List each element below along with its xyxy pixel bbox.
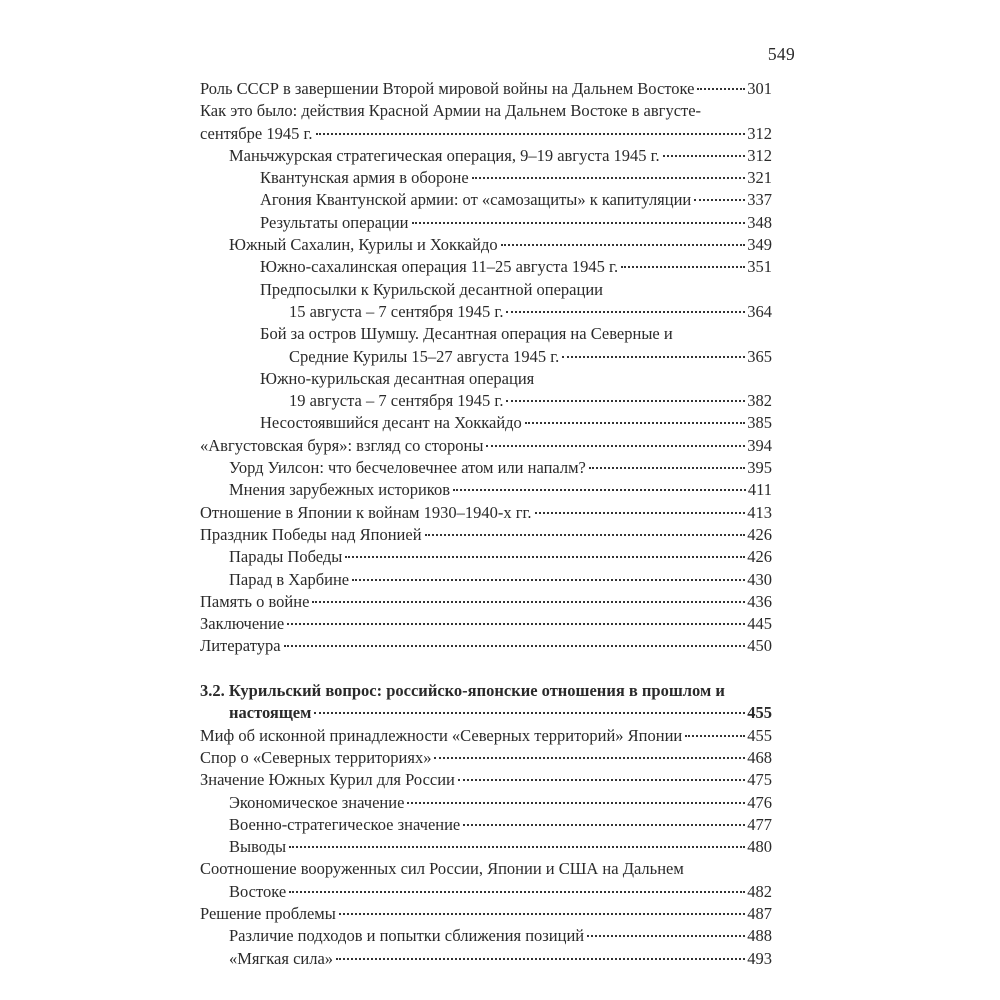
toc-entry-page-number: 385 (747, 413, 772, 433)
dot-leader (352, 579, 745, 581)
toc-entry-line (200, 145, 772, 167)
toc-entry-title: Уорд Уилсон: что бесчеловечнее атом или напалм? (229, 458, 586, 478)
toc-entry-line (200, 346, 772, 368)
toc-entry (200, 479, 772, 501)
dot-leader (694, 199, 745, 201)
toc-entry (200, 903, 772, 925)
toc-entry-page-number: 468 (747, 747, 772, 767)
dot-leader (589, 467, 745, 469)
toc-entry-line (200, 814, 772, 836)
dot-leader (287, 623, 745, 625)
toc-entry-page-number: 477 (747, 814, 772, 834)
toc-entry-page-number: 430 (747, 569, 772, 589)
dot-leader (289, 891, 745, 893)
toc-entry (200, 613, 772, 635)
toc-entry-title: Значение Южных Курил для России (200, 770, 455, 790)
toc-entry (200, 591, 772, 613)
toc-entry-page-number: 321 (747, 168, 772, 188)
toc-entry-title: Выводы (229, 837, 287, 857)
toc-entry-title-line: Бой за остров Шумшу. Десантная операция на Северные и (260, 324, 673, 344)
toc-entry-page-number: 411 (747, 480, 772, 500)
dot-leader (506, 311, 745, 313)
toc-entry-line (200, 123, 772, 145)
dot-leader (289, 846, 745, 848)
toc-entry-line (200, 836, 772, 858)
toc-entry-title-line: Соотношение вооруженных сил России, Японии и США на Дальнем (200, 859, 684, 879)
dot-leader (535, 512, 746, 514)
toc-entry-page-number: 365 (747, 346, 772, 366)
toc-entry-title: Отношение в Японии к войнам 1930–1940-х гг. (200, 502, 532, 522)
toc-entry-line (200, 613, 772, 635)
toc-entry-line (200, 569, 772, 591)
toc-entry-title: Востоке (229, 881, 287, 901)
toc-entry-line (200, 769, 772, 791)
toc-entry-page-number: 426 (747, 547, 772, 567)
toc-entry (200, 368, 772, 413)
toc-entry-title: Заключение (200, 614, 285, 634)
toc-entry-page-number: 364 (747, 301, 772, 321)
toc-entry-title: сентябре 1945 г. (200, 123, 313, 143)
toc-entry-page-number: 493 (747, 948, 772, 968)
toc-entry-title: Праздник Победы над Японией (200, 524, 422, 544)
toc-entry (200, 145, 772, 167)
toc-entry-line (200, 702, 772, 724)
toc-entry-line (200, 212, 772, 234)
toc-entry-page-number: 455 (747, 703, 772, 723)
toc-entry-line (200, 546, 772, 568)
toc-entry (200, 256, 772, 278)
toc-entry (200, 524, 772, 546)
toc-entry-page-number: 395 (747, 458, 772, 478)
dot-leader (312, 601, 745, 603)
toc-entry-title: настоящем (229, 703, 312, 723)
toc-entry-line (200, 479, 772, 501)
dot-leader (697, 88, 745, 90)
toc-entry-page-number: 450 (747, 636, 772, 656)
toc-entry-title: «Августовская буря»: взгляд со стороны (200, 435, 484, 455)
toc-entry (200, 569, 772, 591)
toc-entry-line (200, 591, 772, 613)
toc-entry-line (200, 78, 772, 100)
dot-leader (412, 222, 746, 224)
toc-entry-page-number: 348 (747, 212, 772, 232)
dot-leader (314, 712, 745, 714)
toc-entry-line (200, 234, 772, 256)
toc-entry-title: Агония Квантунской армии: от «самозащиты» к капитуляции (260, 190, 692, 210)
toc-entry-title: Экономическое значение (229, 792, 405, 812)
toc-entry (200, 412, 772, 434)
dot-leader (339, 913, 745, 915)
toc-entry-page-number: 301 (747, 79, 772, 98)
toc-entry-title: Роль СССР в завершении Второй мировой войны на Дальнем Востоке (200, 79, 695, 98)
toc-entry-page-number: 382 (747, 391, 772, 411)
page-number: 549 (767, 44, 795, 64)
toc-entry-page-number: 312 (747, 123, 772, 143)
toc-entry (200, 234, 772, 256)
toc-entry-line (200, 792, 772, 814)
toc-entry-line (200, 725, 772, 747)
toc-entry-line (200, 903, 772, 925)
toc-entry-page-number: 349 (747, 235, 772, 255)
toc-entry-page-number: 480 (747, 837, 772, 857)
toc-entry (200, 769, 772, 791)
toc-entry-line (200, 189, 772, 211)
toc-entry-page-number: 445 (747, 614, 772, 634)
dot-leader (587, 935, 745, 937)
toc-entry-title: Миф об исконной принадлежности «Северных территорий» Японии (200, 725, 683, 745)
toc-entry-title-line: 3.2. Курильский вопрос: российско-японские отношения в прошлом и (200, 681, 725, 701)
dot-leader (472, 177, 746, 179)
toc-entry (200, 792, 772, 814)
toc-entry (200, 814, 772, 836)
toc-entry-title: Различие подходов и попытки сближения позиций (229, 926, 585, 946)
toc-entry-line (200, 925, 772, 947)
dot-leader (407, 802, 745, 804)
toc-entry-line (200, 502, 772, 524)
toc-entry-title-line: Предпосылки к Курильской десантной операции (260, 279, 603, 299)
toc-entry-title: Парады Победы (229, 547, 343, 567)
toc-entry-title: Несостоявшийся десант на Хоккайдо (260, 413, 522, 433)
dot-leader (486, 445, 745, 447)
toc-entry-title: Квантунская армия в обороне (260, 168, 469, 188)
toc-entry (200, 323, 772, 368)
dot-leader (316, 133, 746, 135)
toc-entry-line (200, 435, 772, 457)
toc-entry-line (200, 412, 772, 434)
toc-entry-title: Результаты операции (260, 212, 409, 232)
toc-entry-page-number: 312 (747, 145, 772, 165)
toc-entry-title: 15 августа – 7 сентября 1945 г. (289, 301, 504, 321)
toc-entry (200, 100, 772, 145)
toc-entry-title-line: Как это было: действия Красной Армии на Дальнем Востоке в августе- (200, 101, 702, 121)
toc-entry-page-number: 476 (747, 792, 772, 812)
toc-entry (200, 457, 772, 479)
toc-entry-page-number: 426 (747, 524, 772, 544)
dot-leader (621, 266, 745, 268)
toc-entry-title-line: Южно-курильская десантная операция (260, 368, 535, 388)
toc-entry-title: Маньчжурская стратегическая операция, 9–19 августа 1945 г. (229, 145, 660, 165)
toc-entry-title: Военно-стратегическое значение (229, 814, 461, 834)
toc-entry-page-number: 475 (747, 770, 772, 790)
dot-leader (453, 489, 746, 491)
toc-entry (200, 546, 772, 568)
toc-entry-page-number: 487 (747, 903, 772, 923)
toc-entry (200, 78, 772, 100)
toc-entry-line (200, 301, 772, 323)
toc-entry-line (200, 881, 772, 903)
dot-leader (663, 155, 746, 157)
toc-entry-line (200, 524, 772, 546)
toc-entry-title: Южный Сахалин, Курилы и Хоккайдо (229, 235, 498, 255)
dot-leader (284, 645, 746, 647)
toc-entry (200, 502, 772, 524)
dot-leader (525, 422, 745, 424)
toc-entry-page-number: 351 (747, 257, 772, 277)
toc-entry-line (200, 457, 772, 479)
toc-entry-line (200, 747, 772, 769)
toc-entry-page-number: 337 (747, 190, 772, 210)
toc-entry (200, 435, 772, 457)
toc-entry-page-number: 488 (747, 926, 772, 946)
toc-entry-title: 19 августа – 7 сентября 1945 г. (289, 391, 504, 411)
toc-entry-title: «Мягкая сила» (229, 948, 334, 968)
toc-entry-line (200, 635, 772, 657)
toc-entry (200, 680, 772, 725)
toc-entry-page-number: 455 (747, 725, 772, 745)
toc-entry-page-number: 394 (747, 435, 772, 455)
toc-entry-page-number: 482 (747, 881, 772, 901)
toc-entry-page-number: 413 (747, 502, 772, 522)
toc-entry (200, 725, 772, 747)
dot-leader (506, 400, 745, 402)
toc-entry-page-number: 436 (747, 591, 772, 611)
toc-entry (200, 948, 772, 970)
table-of-contents (200, 78, 772, 970)
toc-entry (200, 212, 772, 234)
toc-entry (200, 747, 772, 769)
toc-entry-title: Мнения зарубежных историков (229, 480, 450, 500)
toc-entry-title: Парад в Харбине (229, 569, 350, 589)
toc-entry-title: Спор о «Северных территориях» (200, 747, 432, 767)
toc-entry (200, 925, 772, 947)
toc-entry (200, 167, 772, 189)
dot-leader (501, 244, 746, 246)
dot-leader (463, 824, 745, 826)
dot-leader (434, 757, 745, 759)
dot-leader (458, 779, 745, 781)
toc-entry (200, 189, 772, 211)
toc-entry-title: Средние Курилы 15–27 августа 1945 г. (289, 346, 560, 366)
toc-entry (200, 836, 772, 858)
toc-entry (200, 635, 772, 657)
toc-entry-line (200, 167, 772, 189)
toc-entry-title: Память о войне (200, 591, 310, 611)
toc-entry-title: Литература (200, 636, 281, 656)
toc-entry-line (200, 948, 772, 970)
dot-leader (562, 356, 745, 358)
toc-entry-title: Южно-сахалинская операция 11–25 августа 1945 г. (260, 257, 619, 277)
toc-entry (200, 279, 772, 324)
dot-leader (425, 534, 746, 536)
toc-entry-line (200, 390, 772, 412)
dot-leader (345, 556, 745, 558)
dot-leader (685, 735, 745, 737)
toc-entry-title: Решение проблемы (200, 903, 336, 923)
toc-entry-line (200, 256, 772, 278)
toc-entry (200, 858, 772, 903)
dot-leader (336, 958, 745, 960)
